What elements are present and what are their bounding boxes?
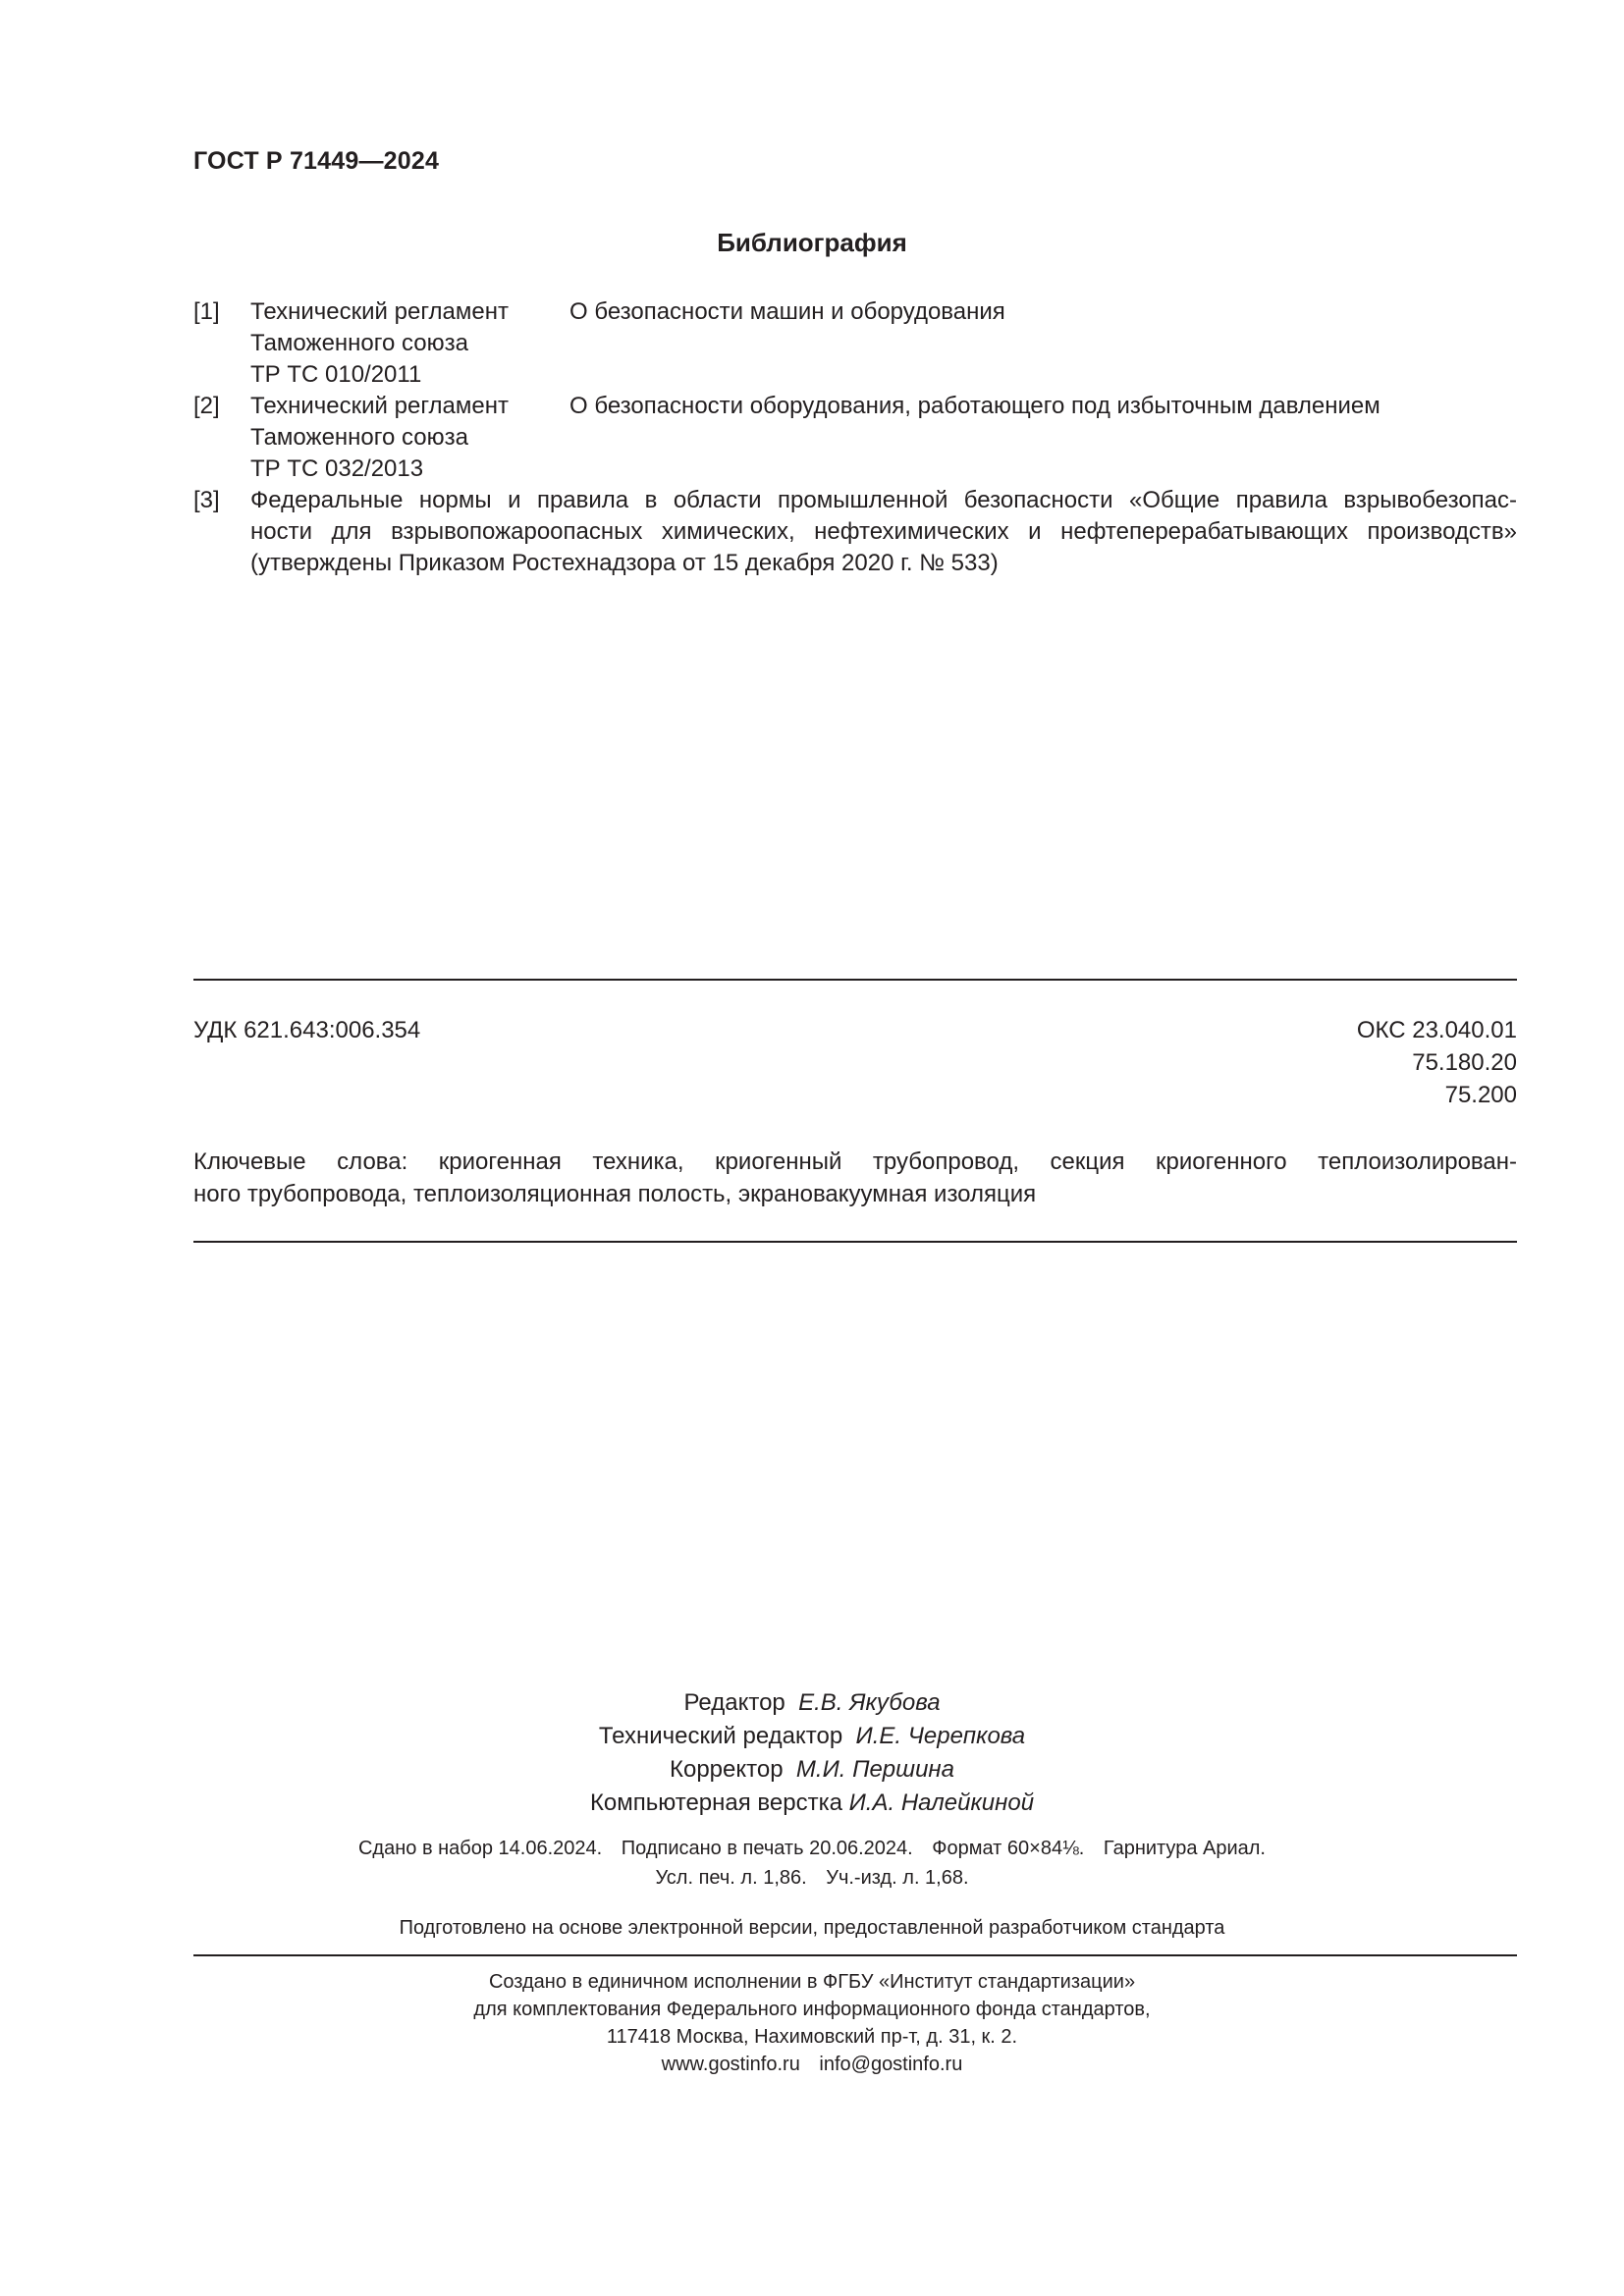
- publisher-line: Создано в единичном исполнении в ФГБУ «Институт стандартизации»: [488, 1971, 1136, 1993]
- credit-name: И.Е. Черепкова: [855, 1723, 1026, 1749]
- entry-type-line: Технический регламент: [250, 393, 509, 419]
- entry-type-line: ТР ТС 032/2013: [250, 455, 424, 482]
- email-link[interactable]: info@gostinfo.ru: [819, 2054, 963, 2075]
- print-info-line: [0, 1834, 1624, 1863]
- entry-text-line: (утверждены Приказом Ростехнадзора от 15 декабря 2020 г. № 533): [250, 550, 999, 576]
- prepared-note: Подготовлено на основе электронной версии, предоставленной разработчиком стандарта: [399, 1917, 1225, 1939]
- entry-number: [2]: [193, 393, 220, 419]
- credit-role: Корректор: [670, 1756, 784, 1783]
- credit-role: Компьютерная верстка: [589, 1789, 842, 1816]
- print-info-line: [0, 1863, 1624, 1893]
- signed-date: Подписано в печать 20.06.2024.: [621, 1838, 913, 1859]
- entry-text-line: ности для взрывопожароопасных химических, нефтехимических и нефтеперерабатывающих производств»: [250, 518, 1517, 545]
- website-link[interactable]: www.gostinfo.ru: [661, 2054, 800, 2075]
- entry-description: О безопасности машин и оборудования: [569, 298, 1005, 325]
- oks-line: 75.200: [1444, 1082, 1517, 1108]
- credit-line: [0, 1787, 1624, 1820]
- oks-codes: [1080, 1014, 1517, 1111]
- credit-role: Редактор: [683, 1689, 785, 1716]
- divider-middle: [193, 1241, 1517, 1243]
- print-format: Формат 60×84⅛.: [932, 1838, 1085, 1859]
- entry-number: [3]: [193, 487, 220, 513]
- credit-name: М.И. Першина: [795, 1756, 954, 1783]
- credit-line: [0, 1686, 1624, 1720]
- publisher-line: 117418 Москва, Нахимовский пр-т, д. 31, к. 2.: [606, 2026, 1018, 2048]
- publisher-info: [0, 1968, 1624, 2078]
- entry-full-text: [250, 485, 1517, 579]
- keywords: [193, 1146, 1517, 1210]
- document-code: ГОСТ Р 71449—2024: [193, 147, 440, 175]
- oks-line: 75.180.20: [1412, 1049, 1517, 1076]
- print-info: [0, 1834, 1624, 1893]
- entry-type: [250, 391, 569, 485]
- edit-sheets: Уч.-изд. л. 1,68.: [826, 1867, 969, 1889]
- bibliography-entry: [193, 296, 1517, 391]
- credit-role: Технический редактор: [598, 1723, 843, 1749]
- bibliography-entry: [193, 485, 1517, 579]
- entry-type-line: ТР ТС 010/2011: [250, 361, 422, 388]
- entry-type: [250, 296, 569, 391]
- keywords-line: ного трубопровода, теплоизоляционная полость, экрановакуумная изоляция: [193, 1181, 1037, 1207]
- bibliography-title: Библиография: [717, 228, 907, 257]
- credit-name: Е.В. Якубова: [798, 1689, 941, 1716]
- oks-line: ОКС 23.040.01: [1356, 1017, 1517, 1043]
- entry-description: О безопасности оборудования, работающего под избыточным давлением: [569, 393, 1380, 419]
- credits-block: [0, 1686, 1624, 1820]
- submitted-date: Сдано в набор 14.06.2024.: [357, 1838, 603, 1859]
- entry-type-line: Таможенного союза: [250, 424, 468, 451]
- keywords-line: Ключевые слова: криогенная техника, криогенный трубопровод, секция криогенного теплоизолирован-: [193, 1148, 1517, 1175]
- typeface: Гарнитура Ариал.: [1103, 1838, 1266, 1859]
- entry-type-line: Таможенного союза: [250, 330, 468, 356]
- udk-code: УДК 621.643:006.354: [193, 1017, 421, 1043]
- entry-text-line: Федеральные нормы и правила в области промышленной безопасности «Общие правила взрывобезопас-: [250, 487, 1517, 513]
- credit-name: И.А. Налейкиной: [848, 1789, 1035, 1816]
- bibliography-entry: [193, 391, 1517, 485]
- divider-bottom: [193, 1954, 1517, 1956]
- entry-number: [1]: [193, 298, 220, 325]
- entry-type-line: Технический регламент: [250, 298, 509, 325]
- divider-top: [193, 979, 1517, 981]
- publisher-line: для комплектования Федерального информационного фонда стандартов,: [473, 1999, 1151, 2020]
- credit-line: [0, 1720, 1624, 1753]
- bibliography-list: [193, 296, 1517, 579]
- print-sheets: Усл. печ. л. 1,86.: [655, 1867, 807, 1889]
- contacts-line: [0, 2051, 1624, 2078]
- credit-line: [0, 1753, 1624, 1787]
